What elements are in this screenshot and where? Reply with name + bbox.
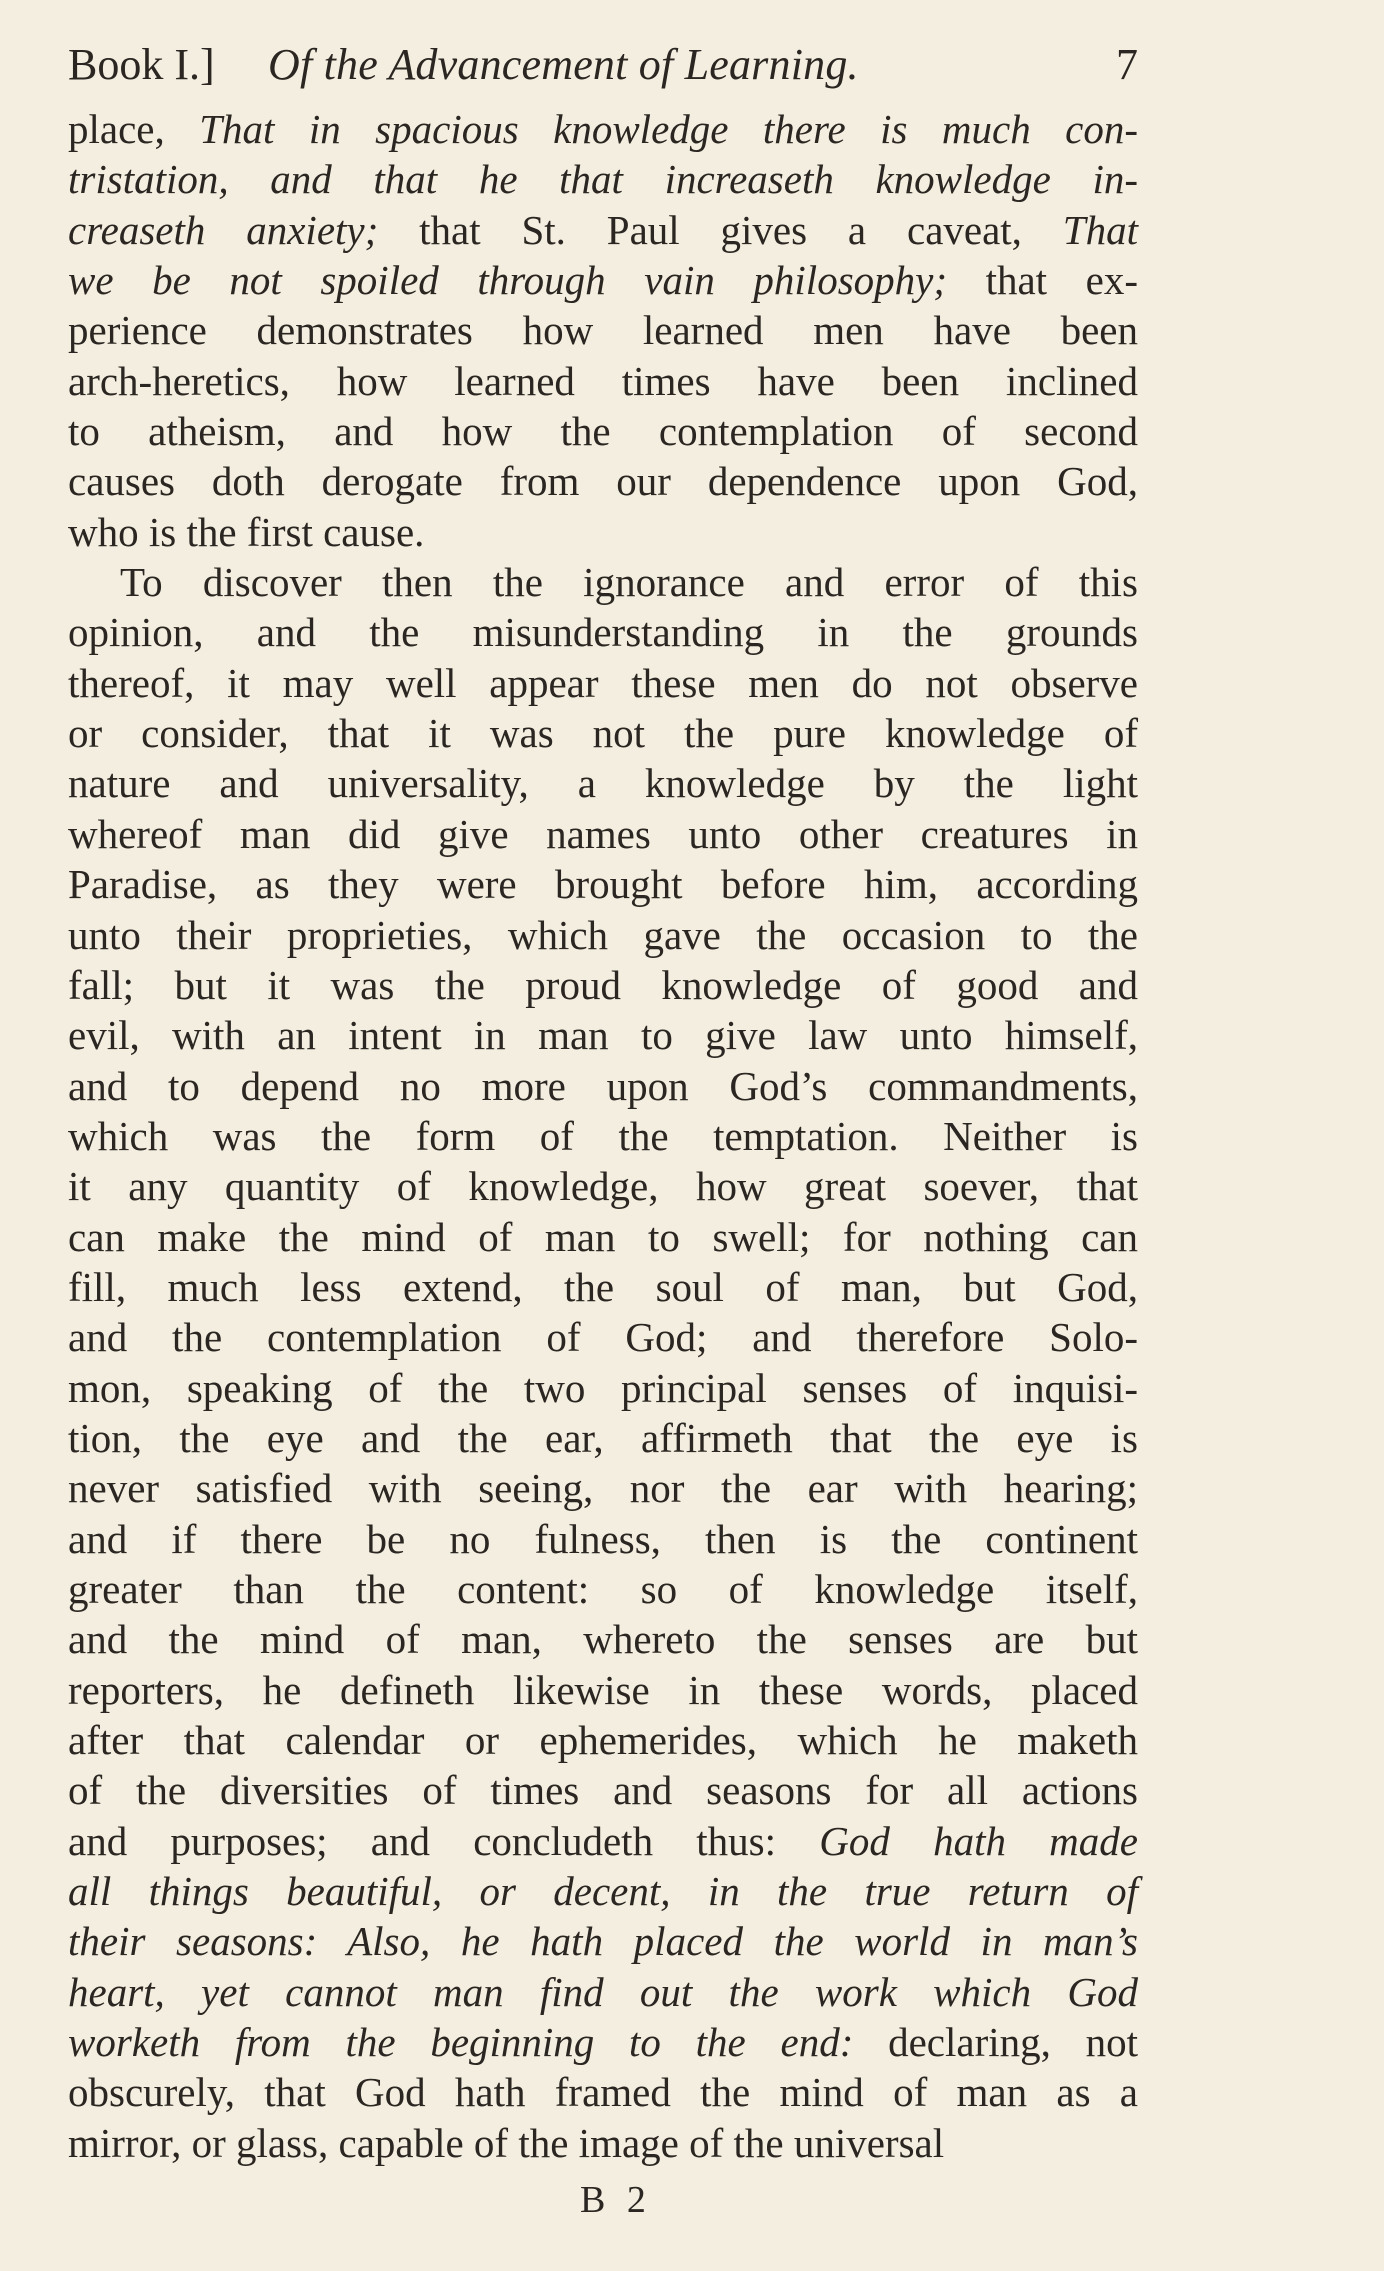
text-line: arch-heretics, how learned times have been inclined <box>68 357 1138 404</box>
text-line: fill, much less extend, the soul of man, but God, <box>68 1263 1138 1310</box>
text-line: it any quantity of knowledge, how great soever, that <box>68 1163 1138 1210</box>
text-line: tristation, and that he that increaseth knowledge in- <box>68 156 1138 203</box>
text-line: and the mind of man, whereto the senses are but <box>68 1616 1138 1663</box>
text-line: of the diversities of times and seasons for all actions <box>68 1767 1138 1814</box>
page-number: 7 <box>1116 40 1138 89</box>
text-line: whereof man did give names unto other creatures in <box>68 810 1138 857</box>
text-line: reporters, he defineth likewise in these words, placed <box>68 1666 1138 1713</box>
text-line: opinion, and the misunderstanding in the grounds <box>68 609 1138 656</box>
text-line: causes doth derogate from our dependence upon God, <box>68 458 1138 505</box>
body-text <box>68 104 1138 2168</box>
text-line: who is the first cause. <box>68 508 425 555</box>
text-line: and the contemplation of God; and therefore Solo- <box>68 1314 1138 1361</box>
text-line: their seasons: Also, he hath placed the world in man’s <box>68 1918 1138 1965</box>
text-line: never satisfied with seeing, nor the ear with hearing; <box>68 1465 1138 1512</box>
text-line: unto their proprieties, which gave the occasion to the <box>68 911 1138 958</box>
text-line: tion, the eye and the ear, affirmeth that the eye is <box>68 1414 1138 1461</box>
book-label: Book I.] <box>68 40 215 89</box>
text-line: mirror, or glass, capable of the image of the universal <box>68 2119 945 2166</box>
text-line: we be not spoiled through vain philosophy; that ex- <box>68 257 1138 304</box>
text-line: and to depend no more upon God’s commandments, <box>68 1062 1138 1109</box>
text-line: creaseth anxiety; that St. Paul gives a caveat, That <box>68 206 1138 253</box>
text-line: perience demonstrates how learned men have been <box>68 307 1138 354</box>
text-line: after that calendar or ephemerides, which he maketh <box>68 1717 1138 1763</box>
text-line: to atheism, and how the contemplation of second <box>68 408 1138 455</box>
text-line: all things beautiful, or decent, in the true return of <box>68 1868 1138 1915</box>
text-line: evil, with an intent in man to give law unto himself, <box>68 1012 1138 1059</box>
text-line: To discover then the ignorance and error of this <box>120 559 1138 606</box>
text-line: and if there be no fulness, then is the continent <box>68 1515 1138 1562</box>
text-line: obscurely, that God hath framed the mind of man as a <box>68 2069 1138 2116</box>
running-header <box>68 30 1138 100</box>
text-line: mon, speaking of the two principal senses of inquisi- <box>68 1364 1138 1411</box>
text-line: place, That in spacious knowledge there is much con- <box>68 106 1138 152</box>
text-line: nature and universality, a knowledge by the light <box>68 760 1138 807</box>
text-line: fall; but it was the proud knowledge of good and <box>68 961 1138 1008</box>
text-line: or consider, that it was not the pure knowledge of <box>68 710 1138 757</box>
text-line: greater than the content: so of knowledge itself, <box>68 1565 1138 1612</box>
signature-mark: B 2 <box>580 2179 652 2221</box>
text-line: and purposes; and concludeth thus: God hath made <box>68 1817 1138 1864</box>
running-title: Of the Advancement of Learning. <box>268 40 859 89</box>
text-line: which was the form of the temptation. Neither is <box>68 1112 1138 1159</box>
text-line: thereof, it may well appear these men do not observe <box>68 659 1138 706</box>
text-line: heart, yet cannot man find out the work which God <box>68 1968 1138 2015</box>
text-line: Paradise, as they were brought before him, according <box>68 861 1138 908</box>
text-line: worketh from the beginning to the end: declaring, not <box>68 2019 1138 2066</box>
text-line: can make the mind of man to swell; for nothing can <box>68 1213 1138 1260</box>
